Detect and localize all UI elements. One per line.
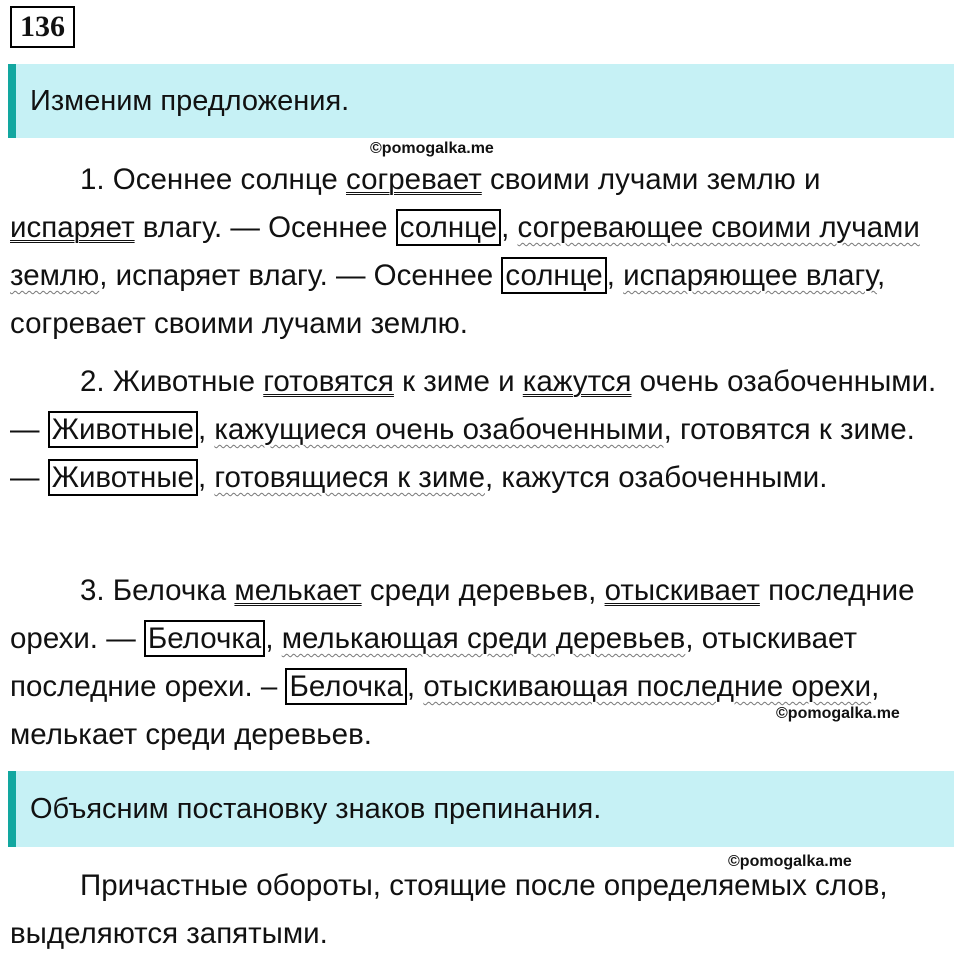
watermark: ©pomogalka.me bbox=[728, 853, 852, 870]
text-run: , bbox=[501, 211, 518, 244]
text-run: очень озабоченными. — bbox=[10, 365, 937, 446]
text-run: своими лучами землю и bbox=[481, 163, 821, 196]
defined-word-box: Животные bbox=[48, 411, 198, 448]
participial-phrase: кажущиеся очень озабоченными bbox=[214, 413, 664, 446]
text-run: , готовятся к зиме. — bbox=[10, 413, 915, 494]
paragraph-3 bbox=[10, 567, 940, 759]
participial-phrase: согревающее своими лучами землю bbox=[10, 211, 920, 292]
text-run: влагу. — Осеннее bbox=[134, 211, 396, 244]
text-run: среди деревьев, bbox=[361, 574, 605, 607]
watermark: ©pomogalka.me bbox=[776, 705, 900, 722]
rule-paragraph bbox=[10, 862, 940, 958]
section-heading-punctuation bbox=[8, 771, 954, 847]
text-run: , bbox=[606, 259, 624, 292]
text-run: 1. Осеннее солнце bbox=[80, 163, 347, 196]
paragraph-1 bbox=[10, 156, 940, 348]
watermark: ©pomogalka.me bbox=[370, 140, 494, 157]
text-run: , bbox=[197, 461, 215, 494]
section-heading-text: Объясним постановку знаков препинания. bbox=[30, 793, 602, 825]
text-run: к зиме и bbox=[393, 365, 523, 398]
predicate: испаряет bbox=[10, 211, 135, 244]
text-run: , bbox=[265, 622, 282, 655]
section-heading-change-sentences bbox=[8, 64, 954, 138]
predicate: отыскивает bbox=[604, 574, 760, 607]
text-run: , согревает своими лучами землю. bbox=[10, 259, 886, 340]
predicate: мелькает bbox=[234, 574, 362, 607]
text-run: 3. Белочка bbox=[80, 574, 235, 607]
defined-word-box: солнце bbox=[501, 257, 606, 294]
defined-word-box: солнце bbox=[396, 209, 501, 246]
text-run: , bbox=[197, 413, 215, 446]
predicate: готовятся bbox=[263, 365, 394, 398]
text-run: , испаряет влагу. — Осеннее bbox=[99, 259, 502, 292]
text-run: , отыскивает последние орехи. – bbox=[10, 622, 857, 703]
predicate: согревает bbox=[346, 163, 482, 196]
text-run: последние орехи. — bbox=[10, 574, 915, 655]
exercise-number: 136 bbox=[10, 6, 75, 48]
defined-word-box: Белочка bbox=[285, 668, 406, 705]
text-run: , bbox=[406, 670, 424, 703]
participial-phrase: испаряющее влагу bbox=[623, 259, 878, 292]
defined-word-box: Белочка bbox=[144, 620, 265, 657]
text-run: 2. Животные bbox=[80, 365, 264, 398]
predicate: кажутся bbox=[522, 365, 632, 398]
participial-phrase: отыскивающая последние орехи bbox=[423, 670, 872, 703]
section-heading-text: Изменим предложения. bbox=[30, 85, 350, 117]
rule-text: Причастные обороты, стоящие после определяемых слов, выделяются запятыми. bbox=[10, 869, 888, 950]
text-run: , кажутся озабоченными. bbox=[485, 461, 828, 494]
text-run: , мелькает среди деревьев. bbox=[10, 670, 880, 751]
defined-word-box: Животные bbox=[48, 459, 198, 496]
paragraph-2 bbox=[10, 358, 940, 502]
participial-phrase: мелькающая среди деревьев bbox=[281, 622, 686, 655]
participial-phrase: готовящиеся к зиме bbox=[214, 461, 485, 494]
